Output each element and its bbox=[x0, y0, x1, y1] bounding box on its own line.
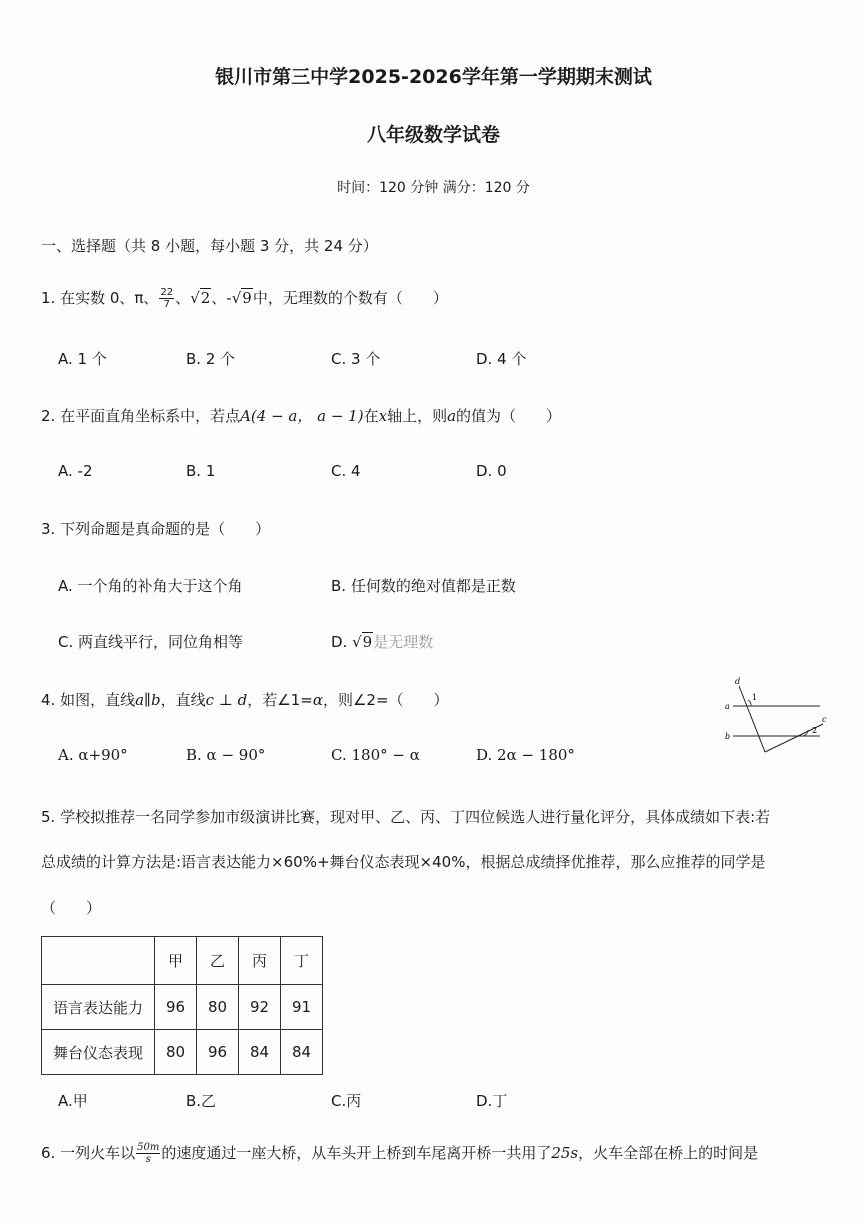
q1-option-c: C. 3 个 bbox=[331, 350, 381, 368]
section-heading: 一、选择题（共 8 小题，每小题 3 分，共 24 分） bbox=[41, 237, 378, 255]
label-a: a bbox=[725, 702, 730, 711]
q4-suffix: ，则∠2=（ ） bbox=[322, 691, 449, 709]
q3-optd-prefix: D. bbox=[331, 633, 353, 651]
q1-option-b: B. 2 个 bbox=[186, 350, 236, 368]
question-1-stem bbox=[41, 287, 448, 310]
table-cell: 96 bbox=[155, 985, 197, 1030]
q6-fraction bbox=[136, 1142, 160, 1165]
table-cell: 92 bbox=[239, 985, 281, 1030]
q1-sqrt9-radicand: 9 bbox=[242, 289, 252, 307]
question-5-line2: 总成绩的计算方法是:语言表达能力×60%+舞台仪态表现×40%，根据总成绩择优推荐，那么应推荐的同学是 bbox=[41, 853, 766, 871]
label-1: 1 bbox=[752, 693, 758, 702]
table-cell: 舞台仪态表现 bbox=[42, 1030, 155, 1075]
q2-option-c: C. 4 bbox=[331, 462, 361, 480]
q4-option-b: B. α − 90° bbox=[186, 746, 266, 764]
q2-option-b: B. 1 bbox=[186, 462, 216, 480]
question-6-stem bbox=[41, 1142, 758, 1165]
q1-sqrt2-radicand: 2 bbox=[200, 289, 211, 307]
q1-sqrt9 bbox=[232, 289, 253, 307]
label-b: b bbox=[725, 732, 731, 741]
question-3-stem: 3. 下列命题是真命题的是（ ） bbox=[41, 520, 271, 538]
q2-option-a: A. -2 bbox=[58, 462, 93, 480]
q3-optd-suffix: 是无理数 bbox=[373, 633, 434, 651]
q1-option-a: A. 1 个 bbox=[58, 350, 107, 368]
table-cell: 80 bbox=[155, 1030, 197, 1075]
q5-option-a: A.甲 bbox=[58, 1092, 88, 1110]
q2-var: a bbox=[447, 407, 457, 425]
table-cell: 丁 bbox=[281, 937, 323, 985]
q3-sqrt9 bbox=[352, 633, 373, 651]
q1-suffix: 中，无理数的个数有（ ） bbox=[252, 289, 448, 307]
q1-fraction bbox=[159, 287, 174, 310]
label-d: d bbox=[735, 677, 741, 686]
q4-figure bbox=[715, 672, 835, 762]
table-cell: 91 bbox=[281, 985, 323, 1030]
q6-suffix: ，火车全部在桥上的时间是 bbox=[578, 1144, 759, 1162]
sqrt-icon: √ bbox=[352, 633, 362, 651]
table-cell: 84 bbox=[239, 1030, 281, 1075]
q4-prefix: 4. 如图，直线 bbox=[41, 691, 136, 709]
q5-option-c: C.丙 bbox=[331, 1092, 362, 1110]
table-cell: 80 bbox=[197, 985, 239, 1030]
q6-frac-den: s bbox=[145, 1154, 151, 1165]
q4-option-d: D. 2α − 180° bbox=[476, 746, 575, 764]
q2-axis-var: x bbox=[378, 407, 388, 425]
table-cell: 96 bbox=[197, 1030, 239, 1075]
table-cell: 乙 bbox=[197, 937, 239, 985]
q3-option-d bbox=[331, 631, 433, 652]
q4-parallel: a∥b bbox=[135, 691, 161, 709]
q3-option-c: C. 两直线平行，同位角相等 bbox=[58, 633, 244, 651]
q4-option-a: A. α+90° bbox=[58, 746, 128, 764]
q3-sqrt9-radicand: 9 bbox=[362, 633, 373, 651]
q2-prefix: 2. 在平面直角坐标系中，若点 bbox=[41, 407, 241, 425]
q6-time: 25s bbox=[551, 1144, 579, 1162]
q2-option-d: D. 0 bbox=[476, 462, 507, 480]
q5-option-d: D.丁 bbox=[476, 1092, 508, 1110]
q2-mid: 在 bbox=[363, 407, 379, 425]
q4-perp: c ⊥ d bbox=[205, 691, 248, 709]
q2-suffix: 的值为（ ） bbox=[456, 407, 562, 425]
q3-option-b: B. 任何数的绝对值都是正数 bbox=[331, 577, 516, 595]
question-5-line3: （ ） bbox=[41, 899, 102, 917]
q4-mid: ，直线 bbox=[160, 691, 206, 709]
q6-frac-num: 50m bbox=[137, 1142, 160, 1153]
table-cell: 甲 bbox=[155, 937, 197, 985]
sqrt-icon: √ bbox=[231, 289, 242, 307]
q4-option-c: C. 180° − α bbox=[331, 746, 420, 764]
q2-mid2: 轴上，则 bbox=[387, 407, 448, 425]
exam-meta: 时间：120 分钟 满分：120 分 bbox=[337, 180, 530, 196]
sqrt-icon: √ bbox=[190, 289, 200, 307]
table-row bbox=[42, 985, 323, 1030]
q4-mid2: ，若∠1= bbox=[247, 691, 313, 709]
question-2-stem bbox=[41, 405, 561, 426]
label-c: c bbox=[822, 715, 827, 724]
q4-alpha: α bbox=[312, 691, 323, 709]
score-table bbox=[41, 936, 323, 1075]
q1-frac-den: 7 bbox=[163, 299, 170, 310]
angle-1-arc bbox=[748, 700, 751, 706]
q3-option-a: A. 一个角的补角大于这个角 bbox=[58, 577, 243, 595]
table-row bbox=[42, 1030, 323, 1075]
exam-title: 银川市第三中学2025-2026学年第一学期期末测试 bbox=[215, 66, 652, 88]
exam-subtitle: 八年级数学试卷 bbox=[366, 124, 500, 146]
label-2: 2 bbox=[812, 726, 818, 735]
q1-frac-num: 22 bbox=[160, 287, 174, 298]
q5-option-b: B.乙 bbox=[186, 1092, 217, 1110]
q1-prefix: 1. 在实数 0、π、 bbox=[41, 289, 159, 307]
table-cell: 语言表达能力 bbox=[42, 985, 155, 1030]
table-cell: 84 bbox=[281, 1030, 323, 1075]
q6-prefix: 6. 一列火车以 bbox=[41, 1144, 136, 1162]
q1-sep1: 、 bbox=[175, 289, 191, 307]
table-row bbox=[42, 937, 323, 985]
table-cell: 丙 bbox=[239, 937, 281, 985]
q1-option-d: D. 4 个 bbox=[476, 350, 527, 368]
question-4-stem bbox=[41, 689, 449, 710]
q2-point: A(4 − a， a − 1) bbox=[240, 407, 364, 425]
q1-sep2: 、- bbox=[211, 289, 232, 307]
q6-mid: 的速度通过一座大桥，从车头开上桥到车尾离开桥一共用了 bbox=[161, 1144, 552, 1162]
question-5-line1: 5. 学校拟推荐一名同学参加市级演讲比赛，现对甲、乙、丙、丁四位候选人进行量化评分，具体成绩如下表:若 bbox=[41, 808, 771, 826]
table-cell bbox=[42, 937, 155, 985]
q1-sqrt2 bbox=[190, 289, 211, 307]
